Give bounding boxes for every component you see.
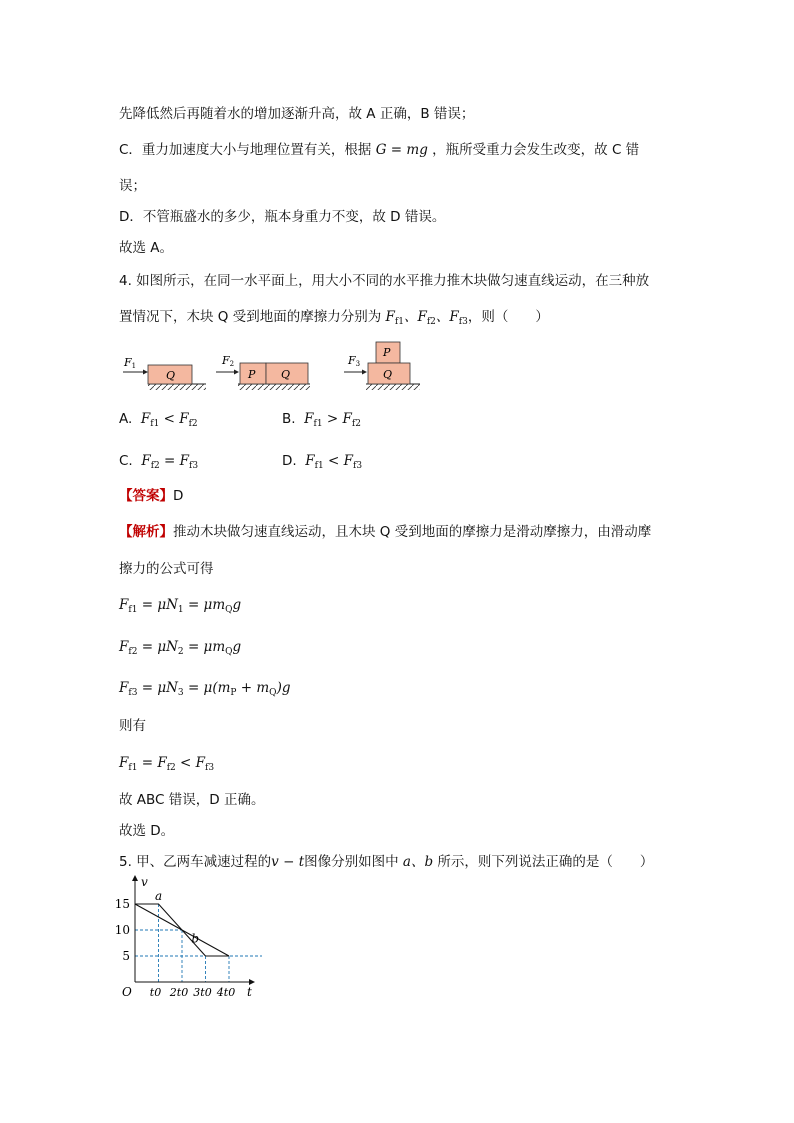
question-5-line: 5. 甲、乙两车减速过程的v − t图像分别如图中 a、b 所示，则下列说法正确的是（ ） xyxy=(119,854,654,870)
y-tick-label: 10 xyxy=(114,923,130,937)
formula-result: $F_{f1} = F_{f2} < F_{f3}$ xyxy=(119,755,215,773)
option-c[interactable]: C. $F_{f2} = F_{f3}$ xyxy=(119,453,199,471)
series-label-b: b xyxy=(191,931,200,946)
text-line: 故选 D。 xyxy=(119,823,175,839)
answer-line: 【答案】D xyxy=(119,488,184,504)
question-4-line1: 4. 如图所示，在同一水平面上，用大小不同的水平推力推木块做匀速直线运动，在三种放 xyxy=(119,273,650,289)
label-q: Q xyxy=(383,368,393,381)
analysis-line2: 擦力的公式可得 xyxy=(119,561,214,577)
analysis-line1: 【解析】推动木块做匀速直线运动，且木块 Q 受到地面的摩擦力是滑动摩擦力，由滑动摩 xyxy=(119,524,652,540)
option-b[interactable]: B. $F_{f1} > F_{f2}$ xyxy=(282,411,361,429)
formula-ff3: $F_{f3} = \mu N_3 = \mu(m_P + m_Q)g$ xyxy=(119,680,291,698)
y-tick-label: 15 xyxy=(114,897,130,911)
label-q: Q xyxy=(166,369,176,382)
origin-label: O xyxy=(122,985,132,999)
label-f2: F2 xyxy=(222,354,235,368)
x-tick-label: t0 xyxy=(149,986,162,999)
formula-g-mg: G = mg xyxy=(371,142,433,158)
x-tick-label: 2t0 xyxy=(169,986,189,999)
x-tick-label: 4t0 xyxy=(216,986,236,999)
question-4-line2: 置情况下，木块 Q 受到地面的摩擦力分别为 $F_{f1}$、$F_{f2}$、$F_{f3}$，则（ ） xyxy=(119,309,549,327)
blocks-figure xyxy=(118,338,428,396)
text-line: 故 ABC 错误，D 正确。 xyxy=(119,792,265,808)
label-f3: F3 xyxy=(348,354,361,368)
text-line: D．不管瓶盛水的多少，瓶本身重力不变，故 D 错误。 xyxy=(119,209,446,225)
vt-chart xyxy=(112,872,262,1002)
text-line: C．重力加速度大小与地理位置有关，根据 G = mg ，瓶所受重力会发生改变，故 C 错 xyxy=(119,142,640,158)
text-line: 先降低然后再随着水的增加逐渐升高，故 A 正确，B 错误； xyxy=(119,106,475,122)
series-label-a: a xyxy=(154,889,163,903)
x-axis-label: t xyxy=(247,985,252,999)
option-d[interactable]: D. $F_{f1} < F_{f3}$ xyxy=(282,453,363,471)
label-f1: F1 xyxy=(124,356,137,370)
text-line: 故选 A。 xyxy=(119,240,174,256)
label-p: P xyxy=(248,368,256,381)
y-tick-label: 5 xyxy=(122,949,130,963)
x-tick-label: 3t0 xyxy=(193,986,212,999)
option-a[interactable]: A. $F_{f1} < F_{f2}$ xyxy=(119,411,198,429)
label-q: Q xyxy=(281,368,291,381)
y-axis-label: v xyxy=(141,875,148,889)
formula-ff2: $F_{f2} = \mu N_2 = \mu m_Qg$ xyxy=(119,639,242,657)
series-line-b xyxy=(135,904,229,956)
text-line: 则有 xyxy=(119,718,146,734)
y-axis-arrow xyxy=(132,875,138,881)
text-line: 误； xyxy=(119,178,146,194)
formula-ff1: $F_{f1} = \mu N_1 = \mu m_Qg$ xyxy=(119,597,242,615)
label-p: P xyxy=(383,346,391,359)
